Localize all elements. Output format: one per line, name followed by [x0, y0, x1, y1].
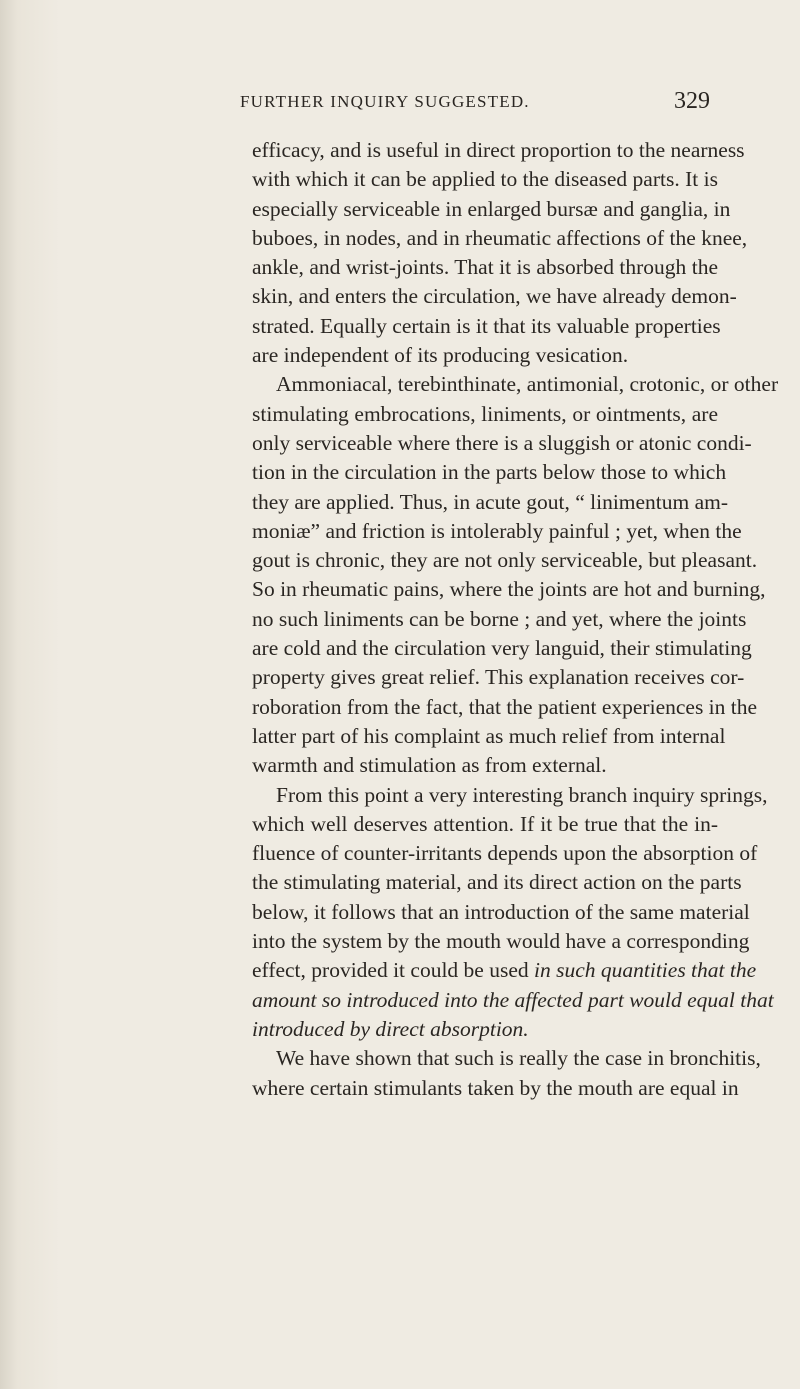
text-line: warmth and stimulation as from external. — [252, 753, 607, 778]
text-line: the stimulating material, and its direct action on the parts — [252, 870, 742, 895]
text-line: especially serviceable in enlarged bursæ and ganglia, in — [252, 196, 731, 221]
text-line: no such liniments can be borne ; and yet, where the joints — [252, 606, 747, 631]
text-line: So in rheumatic pains, where the joints are hot and burning, — [252, 577, 766, 602]
text-line: skin, and enters the circulation, we have already demon- — [252, 284, 737, 309]
text-line: efficacy, and is useful in direct proportion to the nearness — [252, 138, 745, 162]
text-line: Ammoniacal, terebinthinate, antimonial, crotonic, or other — [276, 372, 779, 397]
body-text — [252, 136, 779, 1103]
text-line: property gives great relief. This explanation receives cor- — [252, 665, 745, 690]
text-line: moniæ” and friction is intolerably painful ; yet, when the — [252, 518, 742, 543]
running-head: FURTHER INQUIRY SUGGESTED. — [240, 92, 530, 111]
italic-phrase: in such quantities that the — [534, 958, 757, 983]
text-line: they are applied. Thus, in acute gout, “ linimentum am- — [252, 489, 729, 514]
text-line: roboration from the fact, that the patient experiences in the — [252, 694, 758, 719]
text-line: into the system by the mouth would have a corresponding — [252, 929, 750, 954]
text-line: below, it follows that an introduction of the same material — [252, 899, 750, 924]
text-line: strated. Equally certain is it that its valuable properties — [252, 313, 721, 338]
text-line: We have shown that such is really the case in bronchitis, — [276, 1046, 761, 1071]
text-line: tion in the circulation in the parts below those to which — [252, 460, 727, 485]
text-line: From this point a very interesting branch inquiry springs, — [276, 782, 768, 807]
text-line — [252, 956, 757, 985]
page-number: 329 — [674, 88, 710, 114]
text-line: only serviceable where there is a sluggish or atonic condi- — [252, 430, 752, 455]
text-line: ankle, and wrist-joints. That it is absorbed through the — [252, 255, 718, 280]
text-line: which well deserves attention. If it be true that the in- — [252, 811, 718, 836]
text-line: introduced by direct absorption. — [252, 1016, 529, 1041]
text-line: stimulating embrocations, liniments, or ointments, are — [252, 401, 718, 426]
text-line: amount so introduced into the affected part would equal that — [252, 987, 774, 1012]
text-segment: effect, provided it could be used — [252, 958, 529, 983]
page-header — [240, 88, 710, 122]
text-line: fluence of counter-irritants depends upon the absorption of — [252, 841, 758, 866]
text-line: are independent of its producing vesication. — [252, 343, 629, 368]
text-line: gout is chronic, they are not only serviceable, but pleasant. — [252, 548, 758, 573]
text-line: with which it can be applied to the diseased parts. It is — [252, 167, 718, 192]
text-line: where certain stimulants taken by the mouth are equal in — [252, 1075, 739, 1100]
text-line: are cold and the circulation very languid, their stimulating — [252, 636, 752, 661]
text-line: buboes, in nodes, and in rheumatic affections of the knee, — [252, 225, 748, 250]
text-line: latter part of his complaint as much relief from internal — [252, 723, 726, 748]
